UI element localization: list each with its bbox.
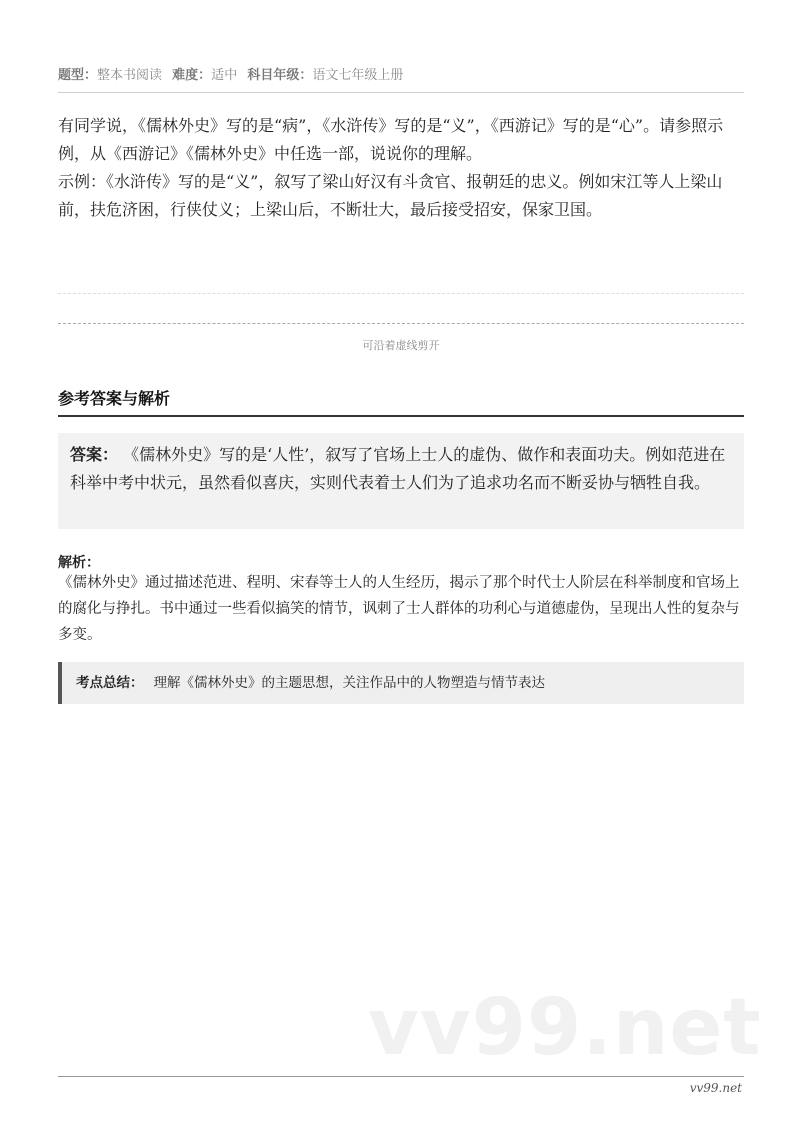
header-divider <box>58 92 744 93</box>
cut-note: 可沿着虚线剪开 <box>362 339 440 352</box>
question-body <box>58 112 748 224</box>
type-value: 整本书阅读 <box>97 68 163 83</box>
summary-text: 理解《儒林外史》的主题思想，关注作品中的人物塑造与情节表达 <box>153 675 545 691</box>
footer-divider <box>58 1076 744 1077</box>
answer-space-line <box>58 293 744 294</box>
analysis-label: 解析： <box>58 555 100 571</box>
footer-site: vv99.net <box>689 1081 742 1095</box>
difficulty-value: 适中 <box>211 68 238 83</box>
cut-line <box>58 323 744 324</box>
answer-text: 《儒林外史》写的是‘人性’，叙写了官场上士人的虚伪、做作和表面功夫。例如范进在科举中考中状元，虽然看似喜庆，实则代表着士人们为了追求功名而不断妥协与牺牲自我。 <box>70 445 726 492</box>
type-label: 题型： <box>58 68 98 83</box>
question-prompt: 有同学说，《儒林外史》写的是“病”，《水浒传》写的是“义”，《西游记》写的是“心”。请参照示例，从《西游记》《儒林外史》中任选一部，说说你的理解。 <box>58 116 724 163</box>
subject-label: 科目年级： <box>247 68 313 83</box>
subject-value: 语文七年级上册 <box>312 68 404 83</box>
watermark: vv99.net <box>368 983 762 1073</box>
answer-label: 答案： <box>70 445 119 464</box>
summary-box <box>58 662 744 704</box>
question-example: 示例：《水浒传》写的是“义”，叙写了梁山好汉有斗贪官、报朝廷的忠义。例如宋江等人上梁山前，扶危济困，行侠仗义；上梁山后，不断壮大，最后接受招安，保家卫国。 <box>58 172 723 219</box>
analysis-text: 《儒林外史》通过描述范进、程明、宋春等士人的人生经历，揭示了那个时代士人阶层在科举制度和官场上的腐化与挣扎。书中通过一些看似搞笑的情节，讽刺了士人群体的功利心与道德虚伪，呈现出人性的复杂与多变。 <box>58 575 740 643</box>
question-meta <box>58 64 744 83</box>
difficulty-label: 难度： <box>172 68 212 83</box>
summary-label: 考点总结： <box>76 675 144 691</box>
answer-box <box>58 433 744 529</box>
section-title: 参考答案与解析 <box>58 386 744 417</box>
